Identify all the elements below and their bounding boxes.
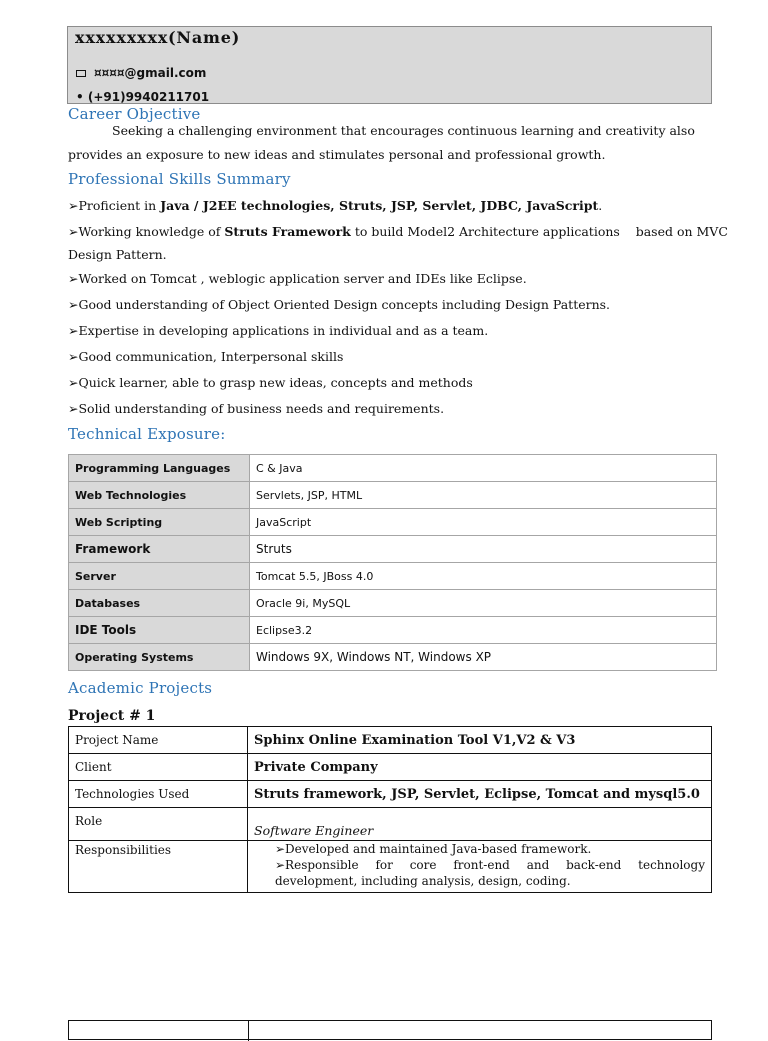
tech-key: Operating Systems [69, 644, 250, 671]
responsibility-item: ➢Developed and maintained Java-based framework. [275, 842, 592, 856]
project-key: Project Name [69, 727, 248, 754]
technical-exposure-table [68, 454, 717, 671]
table-row [69, 509, 717, 536]
career-objective-line-1: Seeking a challenging environment that encourages continuous learning and creativity also [112, 123, 695, 138]
envelope-icon [76, 70, 86, 77]
next-table-edge [68, 1020, 712, 1040]
tech-value: Tomcat 5.5, JBoss 4.0 [250, 563, 717, 590]
project-key: Client [69, 754, 248, 781]
contact-header-box [67, 26, 712, 104]
skill-item: ➢Quick learner, able to grasp new ideas, concepts and methods [68, 375, 473, 390]
project-key: Role [69, 808, 248, 841]
table-row [69, 841, 712, 893]
project-value: Sphinx Online Examination Tool V1,V2 & V3 [248, 727, 712, 754]
project-table [68, 726, 712, 893]
table-row [69, 727, 712, 754]
skill-item: ➢Good understanding of Object Oriented Design concepts including Design Patterns. [68, 297, 611, 312]
table-row [69, 590, 717, 617]
tech-value: Servlets, JSP, HTML [250, 482, 717, 509]
tech-key: Server [69, 563, 250, 590]
email-text[interactable]: ¤¤¤¤@gmail.com [94, 66, 207, 80]
tech-value: Windows 9X, Windows NT, Windows XP [250, 644, 717, 671]
tech-key: Web Technologies [69, 482, 250, 509]
project-value: Software Engineer [248, 808, 712, 841]
skill-item: ➢Expertise in developing applications in individual and as a team. [68, 323, 489, 338]
academic-projects-heading: Academic Projects [68, 679, 213, 697]
skill-item: ➢Working knowledge of Struts Framework to build Model2 Architecture applications based on MVC [68, 224, 728, 239]
skill-item: ➢Solid understanding of business needs and requirements. [68, 401, 445, 416]
project-value: Struts framework, JSP, Servlet, Eclipse, Tomcat and mysql5.0 [248, 781, 712, 808]
tech-key: Programming Languages [69, 455, 250, 482]
tech-value: Eclipse3.2 [250, 617, 717, 644]
tech-key: Databases [69, 590, 250, 617]
table-row [69, 781, 712, 808]
responsibility-item: ➢Responsible for core front-end and back-end technology development, including analysis, design, coding. [275, 858, 705, 888]
tech-value: JavaScript [250, 509, 717, 536]
tech-value: Struts [250, 536, 717, 563]
table-row [69, 644, 717, 671]
tech-key: IDE Tools [69, 617, 250, 644]
tech-key: Web Scripting [69, 509, 250, 536]
project-label: Project # 1 [68, 708, 156, 724]
tech-value: Oracle 9i, MySQL [250, 590, 717, 617]
email-row [76, 66, 206, 80]
table-row [69, 536, 717, 563]
technical-exposure-heading: Technical Exposure: [68, 425, 226, 443]
career-objective-line-2: provides an exposure to new ideas and stimulates personal and professional growth. [68, 147, 606, 162]
skill-item: ➢Good communication, Interpersonal skills [68, 349, 344, 364]
project-key: Responsibilities [69, 841, 248, 893]
skill-item: ➢Proficient in Java / J2EE technologies, Struts, JSP, Servlet, JDBC, JavaScript. [68, 198, 603, 213]
table-row [69, 455, 717, 482]
project-value: Private Company [248, 754, 712, 781]
phone-text: • (+91)9940211701 [76, 90, 210, 104]
tech-key: Framework [69, 536, 250, 563]
table-divider [248, 1021, 249, 1041]
table-row [69, 563, 717, 590]
table-row [69, 808, 712, 841]
table-row [69, 617, 717, 644]
skills-summary-heading: Professional Skills Summary [68, 170, 291, 188]
project-key: Technologies Used [69, 781, 248, 808]
skill-item: ➢Worked on Tomcat , weblogic application server and IDEs like Eclipse. [68, 271, 527, 286]
table-row [69, 754, 712, 781]
table-row [69, 482, 717, 509]
skill-item-continuation: Design Pattern. [68, 247, 167, 262]
candidate-name: xxxxxxxxx(Name) [75, 28, 241, 47]
career-objective-heading: Career Objective [68, 105, 201, 123]
tech-value: C & Java [250, 455, 717, 482]
responsibilities-cell [248, 841, 712, 893]
